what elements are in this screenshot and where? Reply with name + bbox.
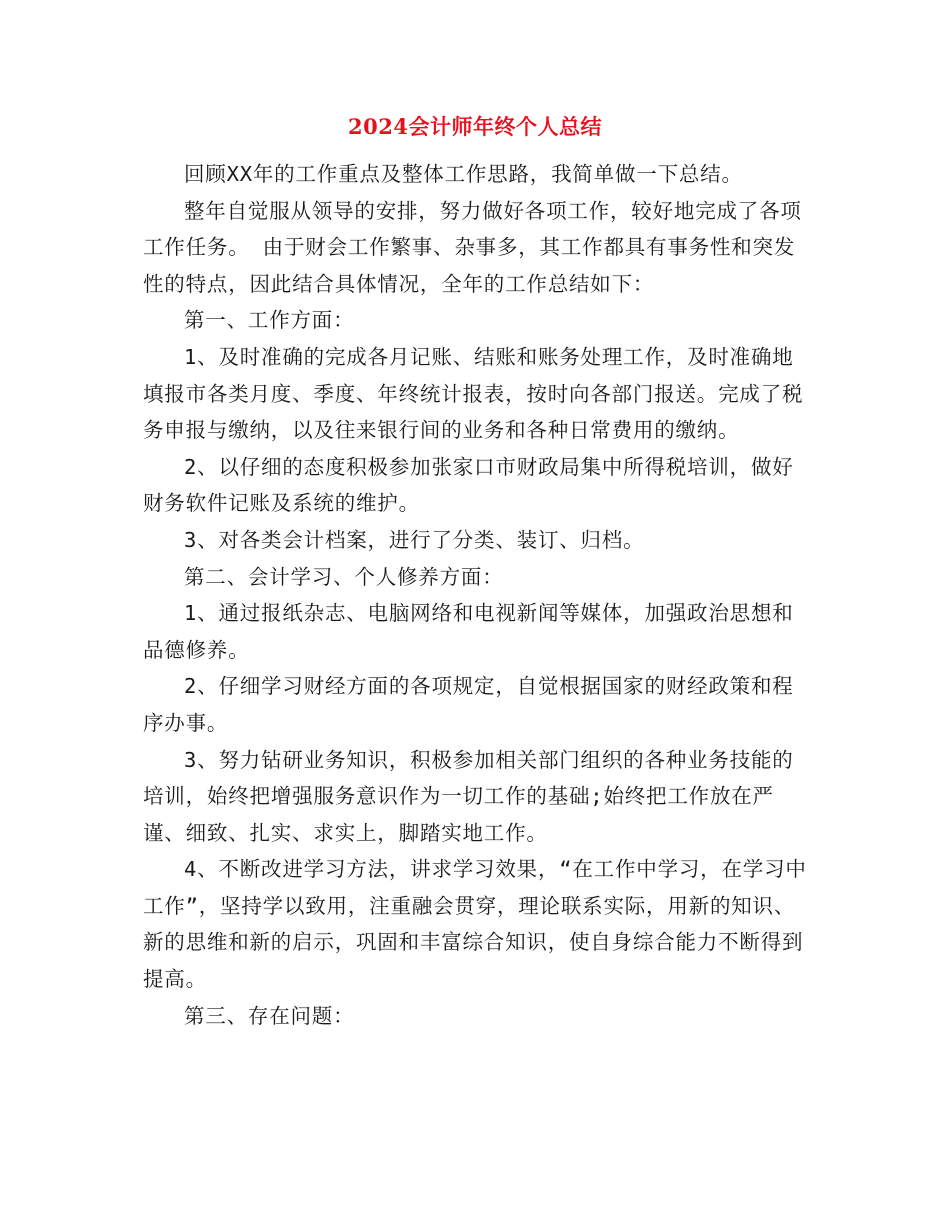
paragraph-intro: 回顾XX年的工作重点及整体工作思路，我简单做一下总结。	[184, 162, 743, 186]
document-body	[143, 156, 813, 1034]
section-heading-study: 第二、会计学习、个人修养方面：	[184, 564, 504, 589]
paragraph-work-1: 1、及时准确的完成各月记账、结账和账务处理工作，及时准确地填报市各类月度、季度、年终统计报表，按时向各部门报送。完成了税务申报与缴纳，以及往来银行间的业务和各种日常费用的缴纳。	[143, 344, 804, 443]
paragraph-study-1: 1、通过报纸杂志、电脑网络和电视新闻等媒体，加强政治思想和品德修养。	[143, 601, 794, 662]
paragraph-overview: 整年自觉服从领导的安排，努力做好各项工作，较好地完成了各项工作任务。 由于财会工作繁事、杂事多，其工作都具有事务性和突发性的特点，因此结合具体情况，全年的工作总结如下：	[143, 198, 802, 296]
document-title: 2024会计师年终个人总结	[348, 114, 602, 139]
paragraph-study-3: 3、努力钻研业务知识，积极参加相关部门组织的各种业务技能的培训，始终把增强服务意识作为一切工作的基础;始终把工作放在严谨、细致、扎实、求实上，脚踏实地工作。	[143, 747, 794, 845]
section-heading-work: 第一、工作方面：	[184, 308, 355, 333]
paragraph-work-2: 2、以仔细的态度积极参加张家口市财政局集中所得税培训，做好财务软件记账及系统的维护。	[143, 454, 794, 516]
section-heading-problems: 第三、存在问题：	[184, 1003, 355, 1028]
paragraph-work-3: 3、对各类会计档案，进行了分类、装订、归档。	[184, 527, 645, 552]
paragraph-study-4: 4、不断改进学习方法，讲求学习效果，“在工作中学习，在学习中工作”，坚持学以致用，注重融会贯穿，理论联系实际，用新的知识、新的思维和新的启示，巩固和丰富综合知识，使自身综合能力不断得到提高。	[143, 857, 807, 992]
paragraph-study-2: 2、仔细学习财经方面的各项规定，自觉根据国家的财经政策和程序办事。	[143, 674, 794, 735]
